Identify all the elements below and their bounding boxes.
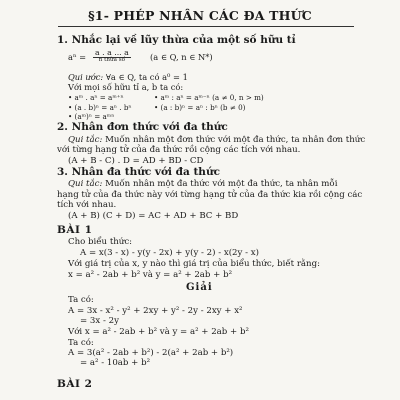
property-2: • aᵐ : aⁿ = aᵐ⁻ⁿ (a ≠ 0, n > m) <box>154 93 264 103</box>
property-1: • aᵐ . aⁿ = aᵐ⁺ⁿ <box>68 93 124 103</box>
section-2-rule-lead: Qui tắc: <box>68 134 103 145</box>
section-2-example: (A + B - C) . D = AD + BD - CD <box>68 155 204 166</box>
section-3-example: (A + B) (C + D) = AC + AD + BC + BD <box>68 210 239 221</box>
exercise-1-expression: A = x(3 - x) - y(y - 2x) + y(y - 2) - x(2y - x) <box>80 248 259 258</box>
convention-line <box>68 72 188 82</box>
section-3-rule-text: Muốn nhân một đa thức với một đa thức, ta nhân mỗi <box>102 179 338 190</box>
exercise-1-given: Cho biểu thức: <box>68 237 133 248</box>
convention-text: ∀a ∈ Q, ta có a⁰ = 1 <box>103 71 188 82</box>
property-3: • (a . b)ⁿ = aⁿ . bⁿ <box>68 103 132 113</box>
section-2-rule-text: Muốn nhân một đơn thức với một đa thức, ta nhân đơn thức <box>102 134 366 145</box>
section-2-heading: 2. Nhân đơn thức với đa thức <box>57 121 228 134</box>
section-2-rule-line-2: với từng hạng tử của đa thức rồi cộng các tích với nhau. <box>57 144 301 155</box>
solution-have-1: Ta có: <box>68 295 94 305</box>
exercise-1-condition: x = a² - 2ab + b² và y = a² + 2ab + b² <box>68 269 233 280</box>
exercise-1-task: Với giá trị của x, y nào thì giá trị của biểu thức, biết rằng: <box>68 258 320 269</box>
exercise-2-label: BÀI 2 <box>57 378 93 390</box>
exercise-1-label: BÀI 1 <box>57 224 93 237</box>
solution-have-2: Ta có: <box>68 337 94 348</box>
power-product-caption: n thừa số <box>98 57 126 63</box>
solution-label: Giải <box>186 282 213 294</box>
power-product-text: a . a ... a <box>95 48 129 57</box>
solution-step-2: = 3x - 2y <box>80 315 119 326</box>
title-underline <box>58 26 354 27</box>
section-2-rule-line-1 <box>68 135 365 145</box>
section-3-heading: 3. Nhân đa thức với đa thức <box>57 165 220 178</box>
section-3-rule-line-2: hạng tử của đa thức này với từng hạng tử của đa thức kia rồi cộng các <box>57 190 363 201</box>
solution-step-1: A = 3x - x² - y² + 2xy + y² - 2y - 2xy + x² <box>68 305 243 316</box>
property-4: • (a : b)ⁿ = aⁿ : bⁿ (b ≠ 0) <box>154 103 246 113</box>
property-5: • (aᵐ)ⁿ = aᵐⁿ <box>68 112 115 122</box>
solution-step-4: = a² - 10ab + b² <box>80 357 151 368</box>
section-3-rule-line-3: tích với nhau. <box>57 200 117 210</box>
power-definition-product <box>93 48 131 63</box>
power-definition-condition: (a ∈ Q, n ∈ N*) <box>150 51 213 62</box>
section-3-rule-lead: Qui tắc: <box>68 179 103 190</box>
convention-lead: Qui ước: <box>68 71 104 82</box>
solution-step-3: A = 3(a² - 2ab + b²) - 2(a² + 2ab + b²) <box>68 347 234 358</box>
section-3-rule-line-1 <box>68 179 337 189</box>
power-definition-lhs: aⁿ = <box>68 51 87 62</box>
section-1-heading: 1. Nhắc lại về lũy thừa của một số hữu tỉ <box>57 33 296 46</box>
solution-substitution: Với x = a² - 2ab + b² và y = a² + 2ab + b² <box>68 326 249 337</box>
page-title: §1- PHÉP NHÂN CÁC ĐA THỨC <box>88 8 312 24</box>
properties-intro: Với mọi số hữu tỉ a, b ta có: <box>68 82 184 93</box>
